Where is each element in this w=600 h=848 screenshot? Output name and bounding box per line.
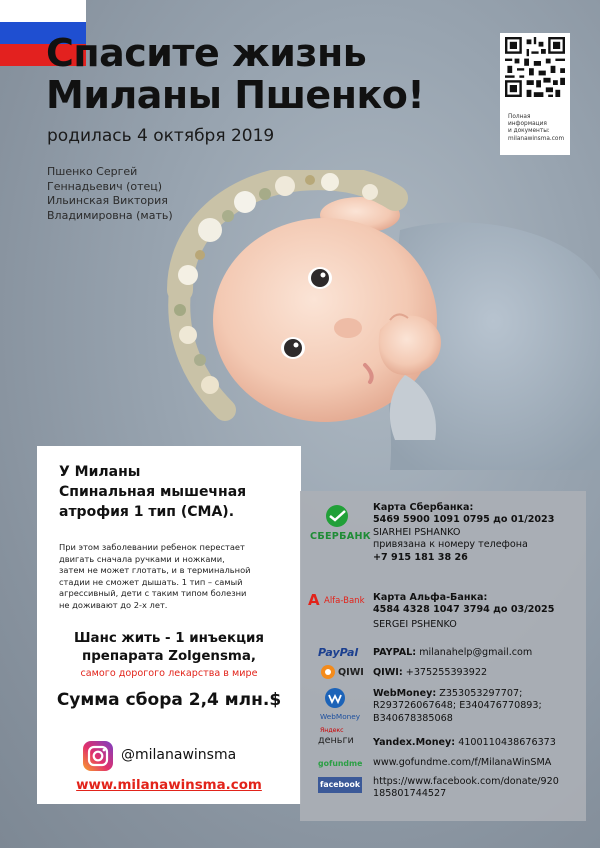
info-card bbox=[37, 446, 301, 804]
qiwi-details[interactable]: QIWI: +375255393922 bbox=[373, 667, 488, 678]
yandex-money-icon: деньги bbox=[318, 735, 354, 746]
payment-details-panel bbox=[300, 491, 586, 821]
facebook-icon: facebook bbox=[318, 777, 362, 793]
qiwi-icon bbox=[320, 664, 336, 680]
paypal-icon: PayPal bbox=[318, 646, 359, 659]
qr-caption: Полная информация и документы: milanawinsma.com bbox=[508, 114, 565, 142]
instagram-handle[interactable]: @milanawinsma bbox=[121, 747, 237, 763]
website-link[interactable]: www.milanawinsma.com bbox=[76, 778, 262, 793]
qr-code-icon bbox=[505, 37, 565, 97]
webmoney-details[interactable]: WebMoney: Z353053297707; R293726067648; E340476770893; B340678385068 bbox=[373, 688, 542, 724]
parents: Пшенко Сергей Геннадьевич (отец) Ильинская Виктория Владимировна (мать) bbox=[47, 165, 173, 222]
sberbank-icon bbox=[322, 504, 352, 528]
paypal-details[interactable]: PAYPAL: milanahelp@gmail.com bbox=[373, 647, 533, 658]
sberbank-logo-text: СБЕРБАНК bbox=[310, 531, 371, 542]
yandex-money-details[interactable]: Yandex.Money: 4100110438676373 bbox=[373, 737, 556, 748]
yandex-logo-small: Яндекс bbox=[320, 727, 344, 734]
alfa-bank-details[interactable]: Карта Альфа-Банка: 4584 4328 1047 3794 до 03/2025 SERGEI PSHENKO bbox=[373, 592, 555, 630]
alfa-bank-icon: А bbox=[308, 591, 320, 609]
instagram-icon[interactable] bbox=[83, 741, 113, 771]
gofundme-icon: gofundme bbox=[318, 759, 363, 768]
fundraising-sum: Сумма сбора 2,4 млн.$ bbox=[56, 690, 282, 710]
qiwi-logo-text: QIWI bbox=[338, 667, 364, 678]
qr-code-card[interactable] bbox=[500, 33, 570, 155]
webmoney-logo-text: WebMoney bbox=[320, 712, 361, 721]
page-title: Спасите жизнь Миланы Пшенко! bbox=[46, 31, 425, 117]
gofundme-link[interactable]: www.gofundme.com/f/MilanaWinSMA bbox=[373, 757, 552, 768]
facebook-donate-link[interactable]: https://www.facebook.com/donate/920 185801744527 bbox=[373, 776, 559, 800]
diagnosis-heading: У Миланы Спинальная мышечная атрофия 1 тип (СМА). bbox=[59, 464, 247, 520]
treatment-chance: Шанс жить - 1 инъекция препарата Zolgensma, bbox=[74, 631, 264, 664]
most-expensive-note: самого дорогого лекарства в мире bbox=[80, 668, 258, 679]
webmoney-icon bbox=[324, 687, 346, 709]
disease-description: При этом заболевании ребенок перестает двигать сначала ручками и ножками, затем не может глотать, и в терминальной стадии не сможет дышать. 1 тип – самый агрессивный, дети с таким типом болезни не доживают до 2-х лет. bbox=[59, 542, 251, 610]
alfa-bank-logo-text: Alfa-Bank bbox=[324, 596, 365, 606]
baby-photo bbox=[140, 170, 600, 470]
sberbank-details[interactable]: Карта Сбербанка: 5469 5900 1091 0795 до 01/2023 SIARHEI PSHANKO привязана к номеру телефона +7 915 181 38 26 bbox=[373, 502, 555, 563]
birth-date: родилась 4 октября 2019 bbox=[47, 126, 275, 146]
